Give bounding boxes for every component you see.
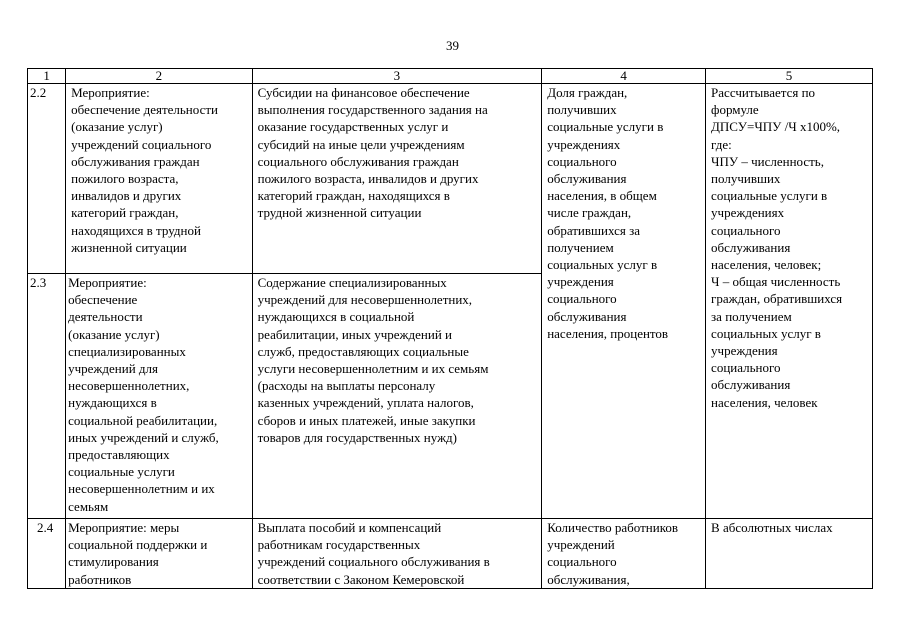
description-cell [252,519,542,589]
table-header-row [28,69,873,84]
cell-text-line: несовершеннолетних, [68,378,190,394]
cell-text-line: за получением [711,308,792,324]
cell-text-line: социальных услуг в [547,257,658,273]
cell-text-line: граждан, обратившихся [711,291,843,307]
cell-text-line: В абсолютных числах [711,520,833,535]
cell-text-line: ЧПУ – численность, [711,153,824,169]
cell-text-line: субсидий на иные цели учреждениям [257,136,465,152]
cell-text-line: учреждений для несовершеннолетних, [257,292,473,308]
cell-text-line: числе граждан, [547,205,632,221]
cell-text-line: учреждениях [547,136,621,152]
cell-text-line: социального [547,291,617,307]
cell-text-line: трудной жизненной ситуации [257,205,422,221]
cell-text-line: социальные услуги в [711,188,828,204]
cell-text-line: инвалидов и других [71,188,182,204]
cell-text-line: оказание государственных услуг и [257,119,449,135]
cell-text-line: социального [711,222,781,238]
indicators-table [27,68,873,589]
description-cell [252,84,542,274]
cell-text-line: товаров для государственных нужд) [257,429,457,445]
header-cell: 1 [28,69,66,84]
cell-text-line: (оказание услуг) [68,326,160,342]
cell-text-line: Мероприятие: [68,275,147,290]
cell-text-line: Количество работников [547,520,678,535]
indicator-cell [542,519,706,589]
cell-text-line: формуле [711,102,759,118]
cell-text-line: учреждений социального обслуживания в [257,554,490,570]
cell-text-line: обеспечение [68,292,138,308]
cell-text-line: социальной поддержки и [68,537,208,553]
row-number: 2.2 [28,84,66,274]
cell-text-line: населения, в общем [547,188,657,204]
cell-text-line: социальные услуги в [547,119,664,135]
cell-text-line: учреждениях [711,205,785,221]
cell-text-line: обслуживания [711,239,791,255]
cell-text-line: работникам государственных [257,537,421,553]
description-cell [252,274,542,519]
cell-text-line: Рассчитывается по [711,85,816,100]
cell-text-line: населения, человек; [711,257,822,273]
table-row [28,519,873,589]
cell-text-line: категорий граждан, находящихся в [257,188,450,204]
cell-text-line: Мероприятие: меры [68,520,180,535]
header-cell: 3 [252,69,542,84]
cell-text-line: семьям [68,498,109,514]
cell-text-line: учреждений социального [71,136,212,152]
cell-text-line: услуги несовершеннолетним и их семьям [257,361,489,377]
cell-text-line: социальные услуги [68,464,175,480]
table-row [28,84,873,274]
cell-text-line: деятельности [68,309,143,325]
cell-text-line: предоставляющих [68,447,170,463]
cell-text-line: ДПСУ=ЧПУ /Ч х100%, [711,119,841,135]
cell-text-line: стимулирования [68,554,159,570]
cell-text-line: находящихся в трудной [71,222,201,238]
cell-text-line: пожилого возраста, инвалидов и других [257,171,479,187]
cell-text-line: нуждающихся в социальной [257,309,415,325]
formula-cell [706,84,873,519]
cell-text-line: работников [68,571,132,587]
cell-text-line: обслуживания [547,171,627,187]
cell-text-line: обслуживания, [547,571,630,587]
cell-text-line: Мероприятие: [71,85,150,100]
cell-text-line: социального [547,554,617,570]
cell-text-line: социального обслуживания граждан [257,153,459,169]
indicator-cell [542,84,706,519]
header-cell: 2 [66,69,253,84]
cell-text-line: получением [547,239,614,255]
cell-text-line: учреждений для [68,361,159,377]
cell-text-line: населения, процентов [547,325,669,341]
cell-text-line: (оказание услуг) [71,119,163,135]
cell-text-line: Выплата пособий и компенсаций [257,520,442,535]
cell-text-line: пожилого возраста, [71,171,179,187]
row-number: 2.4 [28,519,66,589]
cell-text-line: сборов и иных платежей, иные закупки [257,412,476,428]
page-number: 39 [446,38,459,53]
cell-text-line: обслуживания граждан [71,153,200,169]
activity-cell [66,519,253,589]
cell-text-line: категорий граждан, [71,205,179,221]
cell-text-line: казенных учреждений, уплата налогов, [257,395,474,411]
cell-text-line: выполнения государственного задания на [257,102,488,118]
cell-text-line: населения, человек [711,394,818,410]
header-cell: 5 [706,69,873,84]
header-cell: 4 [542,69,706,84]
cell-text-line: социальных услуг в [711,325,821,341]
cell-text-line: Субсидии на финансовое обеспечение [257,85,470,100]
cell-text-line: служб, предоставляющих социальные [257,343,469,359]
cell-text-line: соответствии с Законом Кемеровской [257,571,465,587]
row-number: 2.3 [28,274,66,519]
cell-text-line: социальной реабилитации, [68,412,218,428]
cell-text-line: социального [547,153,617,169]
cell-text-line: учреждений [547,537,615,553]
cell-text-line: социального [711,360,781,376]
activity-cell [66,274,253,519]
cell-text-line: обслуживания [711,377,791,393]
cell-text-line: Содержание специализированных [257,275,447,290]
cell-text-line: где: [711,136,732,152]
cell-text-line: реабилитации, иных учреждений и [257,326,452,342]
cell-text-line: Доля граждан, [547,85,628,100]
activity-cell [66,84,253,274]
cell-text-line: несовершеннолетним и их [68,481,215,497]
cell-text-line: учреждения [711,343,778,359]
cell-text-line: нуждающихся в [68,395,157,411]
cell-text-line: получивших [547,102,617,118]
cell-text-line: учреждения [547,274,614,290]
cell-text-line: иных учреждений и служб, [68,429,219,445]
cell-text-line: специализированных [68,343,186,359]
cell-text-line: обратившихся за [547,222,641,238]
cell-text-line: обслуживания [547,308,627,324]
cell-text-line: обеспечение деятельности [71,102,218,118]
cell-text-line: Ч – общая численность [711,274,841,290]
unit-cell [706,519,873,589]
cell-text-line: жизненной ситуации [71,239,187,255]
cell-text-line: получивших [711,171,781,187]
cell-text-line: (расходы на выплаты персоналу [257,378,436,394]
